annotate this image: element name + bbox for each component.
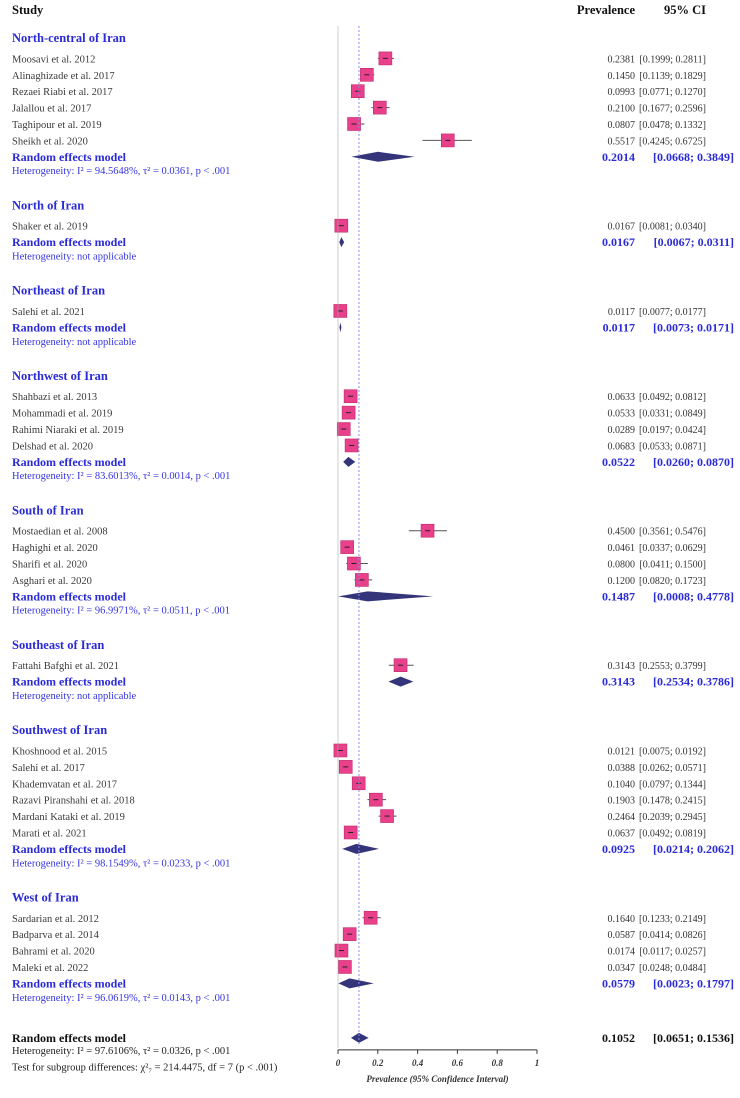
pooled-diamond — [338, 978, 373, 988]
heterogeneity-text: Heterogeneity: not applicable — [12, 251, 137, 263]
study-estimate: 0.0174 — [607, 946, 635, 958]
subgroup-title: Northwest of Iran — [12, 368, 108, 383]
study-ci: [0.0248; 0.0484] — [639, 962, 706, 974]
study-label: Sardarian et al. 2012 — [12, 913, 99, 925]
study-estimate: 0.2100 — [607, 103, 635, 115]
study-label: Delshad et al. 2020 — [12, 441, 94, 453]
study-ci: [0.0331; 0.0849] — [639, 408, 706, 420]
study-label: Badparva et al. 2014 — [12, 930, 99, 942]
study-estimate: 0.1903 — [607, 795, 635, 807]
study-ci: [0.0492; 0.0812] — [639, 392, 706, 404]
study-label: Mardani Kataki et al. 2019 — [12, 812, 125, 824]
pooled-estimate: 0.0925 — [602, 841, 635, 856]
random-effects-label: Random effects model — [12, 976, 126, 991]
study-label: Marati et al. 2021 — [12, 828, 87, 840]
pooled-diamond — [342, 844, 379, 854]
study-ci: [0.0492; 0.0819] — [639, 828, 706, 840]
study-label: Maleki et al. 2022 — [12, 962, 89, 974]
study-estimate: 0.3143 — [607, 661, 635, 673]
study-label: Alinaghizade et al. 2017 — [12, 70, 115, 82]
pooled-ci: [0.0008; 0.4778] — [653, 589, 734, 604]
study-ci: [0.0075; 0.0192] — [639, 746, 706, 758]
study-ci: [0.2039; 0.2945] — [639, 812, 706, 824]
heterogeneity-text: Heterogeneity: I² = 96.0619%, τ² = 0.0143, p < .001 — [12, 992, 231, 1004]
subgroup-title: Southeast of Iran — [12, 637, 105, 652]
study-estimate: 0.1200 — [607, 575, 635, 587]
study-label: Asghari et al. 2020 — [12, 575, 92, 587]
study-ci: [0.0197; 0.0424] — [639, 425, 706, 437]
study-estimate: 0.0633 — [607, 392, 635, 404]
heterogeneity-text: Heterogeneity: I² = 98.1549%, τ² = 0.0233, p < .001 — [12, 858, 231, 870]
study-ci: [0.0081; 0.0340] — [639, 221, 706, 233]
study-ci: [0.1478; 0.2415] — [639, 795, 706, 807]
study-ci: [0.0077; 0.0177] — [639, 306, 706, 318]
study-estimate: 0.4500 — [607, 526, 635, 538]
study-estimate: 0.0993 — [607, 87, 635, 99]
study-estimate: 0.1640 — [607, 913, 635, 925]
study-ci: [0.2553; 0.3799] — [639, 661, 706, 673]
study-ci: [0.0262; 0.0571] — [639, 762, 706, 774]
subgroup-title: North of Iran — [12, 198, 85, 213]
pooled-estimate: 0.1487 — [602, 589, 635, 604]
pooled-ci: [0.0023; 0.1797] — [653, 976, 734, 991]
study-estimate: 0.0461 — [607, 543, 635, 555]
study-label: Jalallou et al. 2017 — [12, 103, 92, 115]
pooled-estimate: 0.0117 — [602, 320, 635, 335]
study-label: Taghipour et al. 2019 — [12, 120, 102, 131]
study-label: Razavi Piranshahi et al. 2018 — [12, 795, 135, 807]
study-label: Haghighi et al. 2020 — [12, 543, 98, 555]
x-tick-label: 1 — [534, 1057, 540, 1068]
x-tick-label: 0.4 — [411, 1057, 424, 1068]
pooled-estimate: 0.0167 — [602, 235, 635, 250]
overall-heterogeneity-text: Heterogeneity: I² = 97.6106%, τ² = 0.0326, p < .001 — [12, 1046, 231, 1058]
study-label: Salehi et al. 2021 — [12, 306, 85, 318]
pooled-diamond — [338, 591, 433, 601]
study-ci: [0.0771; 0.1270] — [639, 87, 706, 99]
pooled-diamond — [388, 677, 413, 687]
study-ci: [0.1999; 0.2811] — [639, 54, 706, 66]
pooled-diamond — [351, 152, 414, 162]
study-ci: [0.3561; 0.5476] — [639, 526, 706, 538]
heterogeneity-text: Heterogeneity: not applicable — [12, 691, 137, 702]
random-effects-label: Random effects model — [12, 589, 126, 604]
heterogeneity-text: Heterogeneity: I² = 96.9971%, τ² = 0.0511, p < .001 — [12, 605, 231, 617]
x-tick-label: 0 — [335, 1057, 341, 1068]
pooled-ci: [0.0260; 0.0870] — [653, 454, 734, 469]
study-label: Salehi et al. 2017 — [12, 762, 85, 774]
heterogeneity-text: Heterogeneity: I² = 83.6013%, τ² = 0.0014, p < .001 — [12, 471, 231, 483]
heterogeneity-text: Heterogeneity: I² = 94.5648%, τ² = 0.0361, p < .001 — [12, 166, 231, 178]
study-ci: [0.4245; 0.6725] — [639, 136, 706, 148]
study-label: Shaker et al. 2019 — [12, 221, 88, 233]
study-estimate: 0.0533 — [607, 408, 635, 420]
study-estimate: 0.0121 — [607, 746, 635, 758]
subgroup-title: West of Iran — [12, 890, 79, 905]
study-estimate: 0.0807 — [607, 120, 635, 131]
study-estimate: 0.0800 — [607, 559, 635, 571]
overall-estimate: 0.1052 — [602, 1030, 635, 1045]
study-ci: [0.0411; 0.1500] — [639, 559, 706, 571]
pooled-diamond — [343, 457, 355, 467]
random-effects-label: Random effects model — [12, 235, 126, 250]
pooled-ci: [0.0668; 0.3849] — [653, 149, 734, 164]
header-prevalence: Prevalence — [576, 3, 635, 17]
subgroup-title: South of Iran — [12, 503, 84, 518]
study-estimate: 0.2381 — [607, 54, 635, 66]
header-study: Study — [12, 3, 44, 17]
study-label: Khoshnood et al. 2015 — [12, 746, 108, 758]
study-label: Mostaedian et al. 2008 — [12, 526, 108, 538]
study-ci: [0.0797; 0.1344] — [639, 779, 706, 791]
study-estimate: 0.0117 — [607, 306, 635, 318]
study-estimate: 0.0167 — [607, 221, 635, 233]
study-ci: [0.0820; 0.1723] — [639, 575, 706, 587]
pooled-estimate: 0.3143 — [602, 674, 635, 689]
subgroup-difference-test: Test for subgroup differences: χ²₇ = 214.4475, df = 7 (p < .001) — [12, 1062, 278, 1074]
study-label: Shahbazi et al. 2013 — [12, 392, 98, 404]
study-estimate: 0.2464 — [607, 812, 635, 824]
x-tick-label: 0.8 — [491, 1057, 503, 1068]
study-label: Mohammadi et al. 2019 — [12, 408, 113, 420]
study-estimate: 0.0637 — [607, 828, 635, 840]
study-ci: [0.0478; 0.1332] — [639, 120, 706, 131]
random-effects-label: Random effects model — [12, 320, 126, 335]
study-label: Moosavi et al. 2012 — [12, 54, 96, 66]
study-estimate: 0.1040 — [607, 779, 635, 791]
overall-ci: [0.0651; 0.1536] — [653, 1030, 734, 1045]
subgroup-title: Southwest of Iran — [12, 723, 108, 738]
pooled-diamond — [339, 322, 341, 332]
study-label: Rezaei Riabi et al. 2017 — [12, 87, 113, 99]
study-estimate: 0.0587 — [607, 930, 635, 942]
study-label: Khademvatan et al. 2017 — [12, 779, 117, 791]
study-ci: [0.0533; 0.0871] — [639, 441, 706, 453]
pooled-estimate: 0.2014 — [602, 149, 635, 164]
pooled-ci: [0.0073; 0.0171] — [653, 320, 734, 335]
study-estimate: 0.5517 — [607, 136, 635, 148]
study-ci: [0.1677; 0.2596] — [639, 103, 706, 115]
x-tick-label: 0.2 — [372, 1057, 384, 1068]
pooled-ci: [0.0214; 0.2062] — [653, 841, 734, 856]
x-axis-label: Prevalence (95% Confidence Interval) — [366, 1073, 509, 1084]
study-estimate: 0.1450 — [607, 70, 635, 82]
study-estimate: 0.0347 — [607, 962, 635, 974]
study-label: Fattahi Bafghi et al. 2021 — [12, 661, 120, 673]
pooled-diamond — [339, 237, 344, 247]
study-ci: [0.1139; 0.1829] — [639, 70, 706, 82]
study-ci: [0.0117; 0.0257] — [639, 946, 706, 958]
study-estimate: 0.0289 — [607, 425, 635, 437]
random-effects-label: Random effects model — [12, 674, 126, 689]
study-estimate: 0.0683 — [607, 441, 635, 453]
pooled-ci: [0.2534; 0.3786] — [653, 674, 734, 689]
random-effects-label: Random effects model — [12, 841, 126, 856]
header-ci: 95% CI — [663, 3, 706, 17]
heterogeneity-text: Heterogeneity: not applicable — [12, 336, 137, 348]
overall-random-effects-label: Random effects model — [12, 1030, 126, 1045]
study-label: Sharifi et al. 2020 — [12, 559, 88, 571]
x-tick-label: 0.6 — [451, 1057, 464, 1068]
study-estimate: 0.0388 — [607, 762, 635, 774]
study-ci: [0.1233; 0.2149] — [639, 913, 706, 925]
study-label: Rahimi Niaraki et al. 2019 — [12, 425, 124, 437]
pooled-ci: [0.0067; 0.0311] — [653, 235, 734, 250]
study-ci: [0.0414; 0.0826] — [639, 930, 706, 942]
subgroup-title: Northeast of Iran — [12, 283, 106, 298]
study-label: Sheikh et al. 2020 — [12, 136, 88, 148]
pooled-estimate: 0.0579 — [602, 976, 635, 991]
subgroup-title: North-central of Iran — [12, 31, 126, 45]
random-effects-label: Random effects model — [12, 149, 126, 164]
study-label: Bahrami et al. 2020 — [12, 946, 95, 958]
study-ci: [0.0337; 0.0629] — [639, 543, 706, 555]
overall-diamond — [351, 1033, 369, 1043]
random-effects-label: Random effects model — [12, 454, 126, 469]
pooled-estimate: 0.0522 — [602, 454, 635, 469]
